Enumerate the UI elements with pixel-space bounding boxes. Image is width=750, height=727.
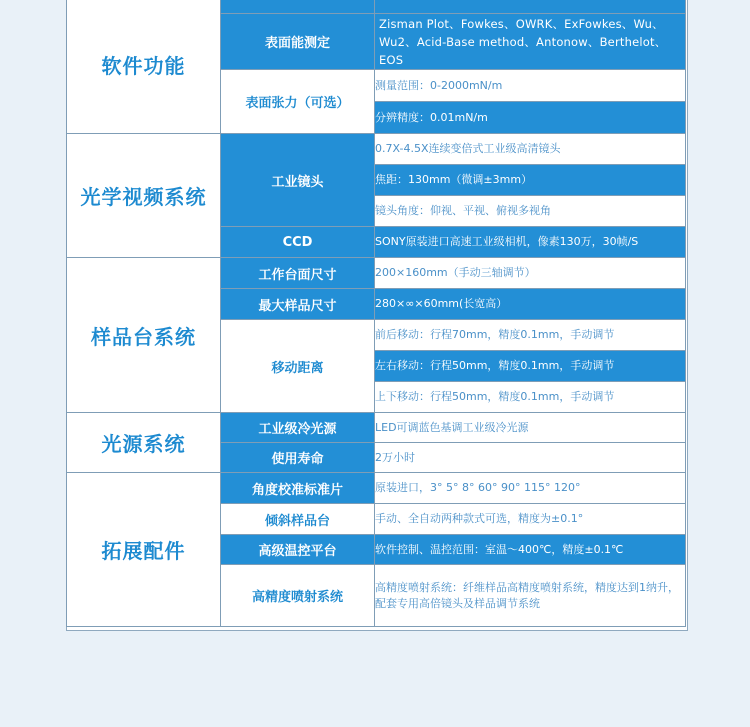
value-calibration: 原装进口，3° 5° 8° 60° 90° 115° 120° (375, 473, 686, 504)
value-lens-zoom: 0.7X-4.5X连续变倍式工业级高清镜头 (375, 134, 686, 165)
value-ccd: SONY原装进口高速工业级相机，像素130万，30帧/S (375, 227, 686, 258)
feature-ccd: CCD (221, 227, 375, 258)
value-lens-angle: 镜头角度：仰视、平视、俯视多视角 (375, 196, 686, 227)
feature-cut-off (221, 0, 375, 14)
feature-tilt: 倾斜样品台 (221, 504, 375, 535)
feature-light-source: 工业级冷光源 (221, 413, 375, 443)
value-travel-left-right: 左右移动：行程50mm，精度0.1mm，手动调节 (375, 351, 686, 382)
feature-calibration: 角度校准标准片 (221, 473, 375, 504)
value-travel-front-back: 前后移动：行程70mm，精度0.1mm，手动调节 (375, 320, 686, 351)
feature-surface-energy: 表面能测定 (221, 14, 375, 70)
table-row (67, 0, 686, 14)
value-cut-off (375, 0, 686, 14)
table-row (67, 413, 686, 443)
value-tension-resolution: 分辨精度：0.01mN/m (375, 102, 686, 134)
feature-temperature: 高级温控平台 (221, 535, 375, 565)
category-optical: 光学视频系统 (67, 134, 221, 258)
feature-lens: 工业镜头 (221, 134, 375, 227)
feature-life: 使用寿命 (221, 443, 375, 473)
category-accessories: 拓展配件 (67, 473, 221, 627)
category-software: 软件功能 (67, 0, 221, 134)
table-row (67, 473, 686, 504)
value-spray: 高精度喷射系统：纤维样品高精度喷射系统，精度达到1纳升，配套专用高倍镜头及样品调节系统 (375, 565, 686, 627)
feature-max-sample: 最大样品尺寸 (221, 289, 375, 320)
feature-surface-tension: 表面张力（可选） (221, 70, 375, 134)
value-travel-up-down: 上下移动：行程50mm，精度0.1mm，手动调节 (375, 382, 686, 413)
feature-table-size: 工作台面尺寸 (221, 258, 375, 289)
feature-spray: 高精度喷射系统 (221, 565, 375, 627)
table-row (67, 258, 686, 289)
value-life: 2万小时 (375, 443, 686, 473)
category-stage: 样品台系统 (67, 258, 221, 413)
value-light-source: LED可调蓝色基调工业级冷光源 (375, 413, 686, 443)
table-row (67, 134, 686, 165)
value-surface-energy-methods: Zisman Plot、Fowkes、OWRK、ExFowkes、Wu、Wu2、Acid-Base method、Antonow、Berthelot、EOS (375, 14, 686, 70)
value-max-sample: 280×∞×60mm(长宽高） (375, 289, 686, 320)
value-table-size: 200×160mm（手动三轴调节） (375, 258, 686, 289)
value-temperature: 软件控制、温控范围：室温～400℃，精度±0.1℃ (375, 535, 686, 565)
feature-travel: 移动距离 (221, 320, 375, 413)
value-tilt: 手动、全自动两种款式可选，精度为±0.1° (375, 504, 686, 535)
value-lens-focal: 焦距：130mm（微调±3mm） (375, 165, 686, 196)
value-tension-range: 测量范围：0-2000mN/m (375, 70, 686, 102)
category-light: 光源系统 (67, 413, 221, 473)
spec-table (66, 0, 686, 627)
